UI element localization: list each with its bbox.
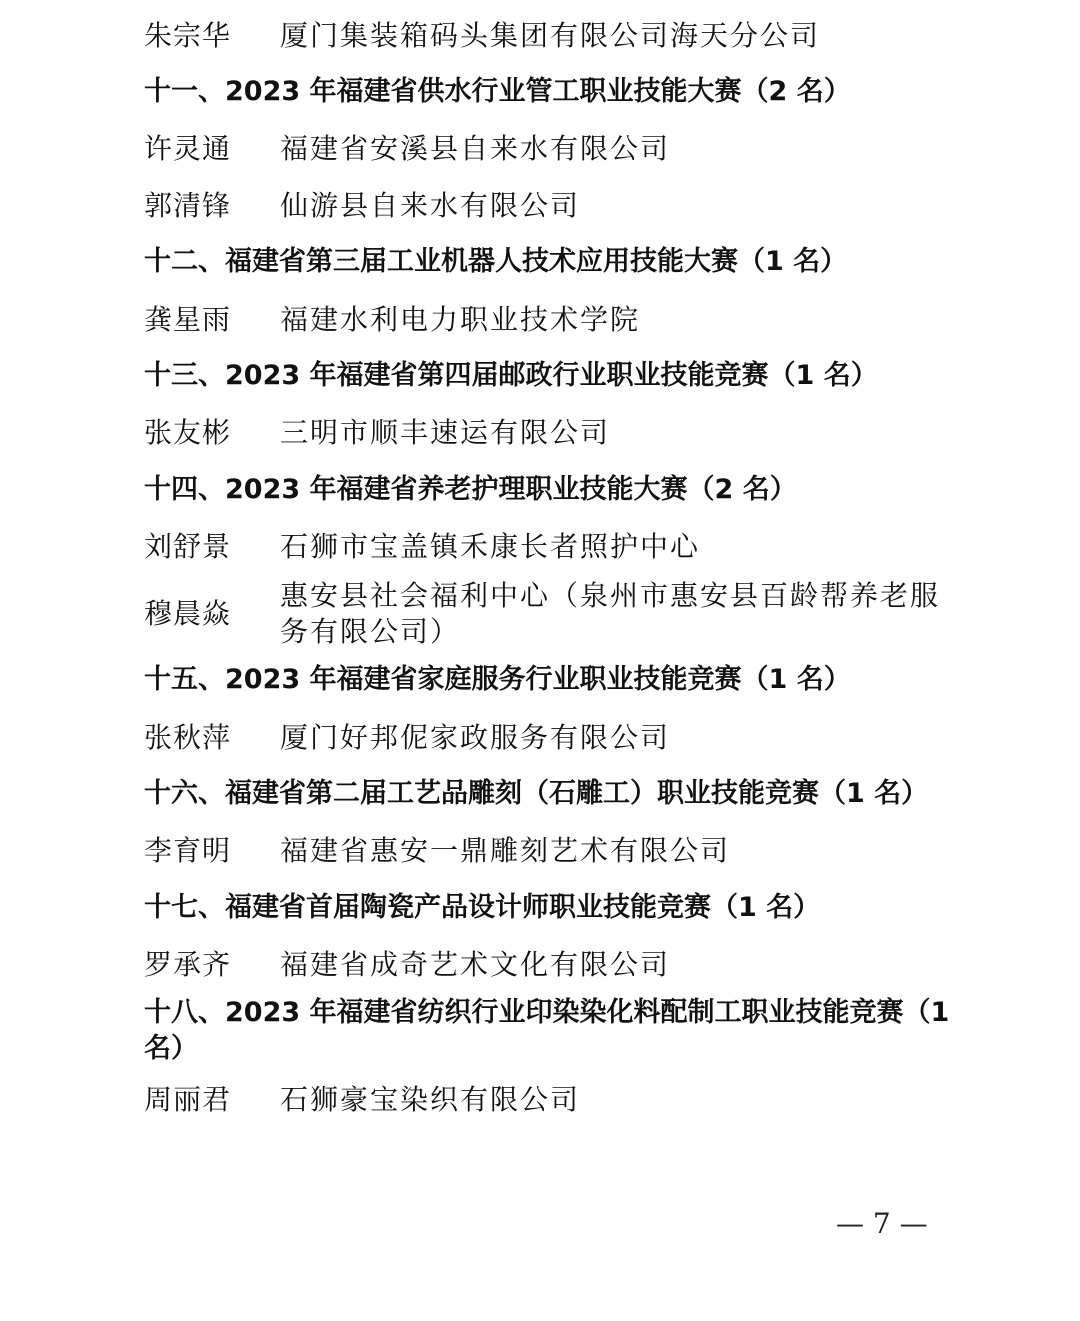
list-item	[144, 1082, 580, 1118]
awardee-name: 龚星雨	[144, 303, 232, 336]
awardee-name: 周丽君	[144, 1083, 232, 1116]
list-item	[144, 578, 960, 650]
awardee-name: 张秋萍	[144, 721, 232, 754]
section-heading: 十六、福建省第二届工艺品雕刻（石雕工）职业技能竞赛（1 名）	[144, 778, 929, 809]
section-heading: 十一、2023 年福建省供水行业管工职业技能大赛（2 名）	[144, 76, 851, 107]
list-item	[144, 415, 610, 451]
list-item	[144, 833, 730, 869]
awardee-organization: 三明市顺丰速运有限公司	[280, 416, 611, 449]
awardee-organization: 福建水利电力职业技术学院	[280, 303, 641, 336]
list-item	[144, 188, 580, 224]
list-item	[144, 947, 670, 983]
awardee-organization: 福建省惠安一鼎雕刻艺术有限公司	[280, 834, 731, 867]
list-item	[144, 720, 670, 756]
awardee-name: 张友彬	[144, 416, 232, 449]
awardee-name: 许灵通	[144, 132, 232, 165]
awardee-name: 郭清锋	[144, 189, 232, 222]
awardee-organization: 福建省成奇艺术文化有限公司	[280, 948, 671, 981]
list-item	[144, 529, 700, 565]
section-heading: 十三、2023 年福建省第四届邮政行业职业技能竞赛（1 名）	[144, 360, 878, 391]
section-heading: 十二、福建省第三届工业机器人技术应用技能大赛（1 名）	[144, 246, 848, 277]
awardee-organization: 石狮豪宝染织有限公司	[280, 1083, 581, 1116]
awardee-name: 罗承齐	[144, 948, 232, 981]
list-item	[144, 302, 640, 338]
section-heading: 十五、2023 年福建省家庭服务行业职业技能竞赛（1 名）	[144, 664, 851, 695]
awardee-organization: 惠安县社会福利中心（泉州市惠安县百龄帮养老服务有限公司）	[280, 579, 941, 648]
awardee-organization: 福建省安溪县自来水有限公司	[280, 132, 671, 165]
awardee-name: 刘舒景	[144, 530, 232, 563]
awardee-name: 朱宗华	[144, 19, 232, 52]
page-number: — 7 —	[836, 1207, 928, 1240]
section-heading: 十八、2023 年福建省纺织行业印染染化料配制工职业技能竞赛（1 名）	[144, 997, 950, 1064]
list-item	[144, 18, 820, 54]
list-item	[144, 131, 670, 167]
section-heading: 十七、福建省首届陶瓷产品设计师职业技能竞赛（1 名）	[144, 892, 821, 923]
awardee-organization: 厦门集装箱码头集团有限公司海天分公司	[280, 19, 821, 52]
awardee-organization: 石狮市宝盖镇禾康长者照护中心	[280, 530, 701, 563]
awardee-organization: 仙游县自来水有限公司	[280, 189, 581, 222]
awardee-name: 李育明	[144, 834, 232, 867]
section-heading: 十四、2023 年福建省养老护理职业技能大赛（2 名）	[144, 474, 797, 505]
awardee-name: 穆晨焱	[144, 597, 232, 630]
awardee-organization: 厦门好邦伲家政服务有限公司	[280, 721, 671, 754]
